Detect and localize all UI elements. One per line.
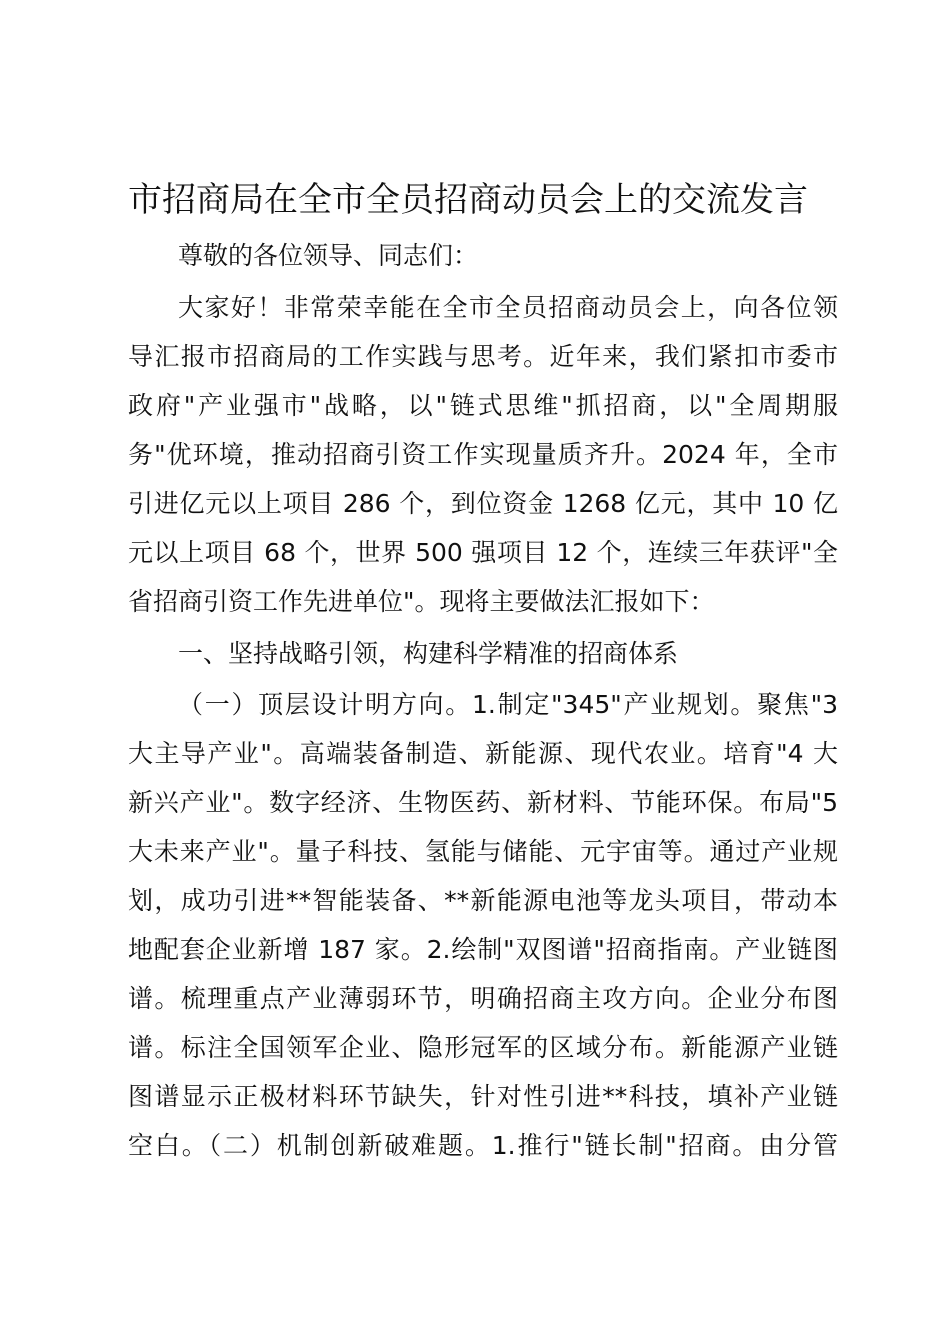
paragraph-line: 导汇报市招商局的工作实践与思考。近年来，我们紧扣市委市 — [128, 342, 838, 371]
paragraph-line: 空白。（二）机制创新破难题。1.推行"链长制"招商。由分管 — [128, 1131, 838, 1160]
paragraph-line: 政府"产业强市"战略，以"链式思维"抓招商，以"全周期服 — [128, 391, 838, 420]
paragraph-line: 大未来产业"。量子科技、氢能与储能、元宇宙等。通过产业规 — [128, 837, 838, 866]
salutation: 尊敬的各位领导、同志们： — [178, 241, 479, 270]
document-title: 市招商局在全市全员招商动员会上的交流发言 — [128, 180, 808, 220]
paragraph-line: 元以上项目 68 个，世界 500 强项目 12 个，连续三年获评"全 — [128, 538, 838, 567]
paragraph-line: 大家好！非常荣幸能在全市全员招商动员会上，向各位领 — [178, 293, 838, 322]
paragraph-line: 新兴产业"。数字经济、生物医药、新材料、节能环保。布局"5 — [128, 788, 838, 817]
paragraph-line: 引进亿元以上项目 286 个，到位资金 1268 亿元，其中 10 亿 — [128, 489, 838, 518]
paragraph-line: 务"优环境，推动招商引资工作实现量质齐升。2024 年，全市 — [128, 440, 838, 469]
section-heading: 一、坚持战略引领，构建科学精准的招商体系 — [178, 639, 679, 668]
paragraph-line: 大主导产业"。高端装备制造、新能源、现代农业。培育"4 大 — [128, 739, 838, 768]
paragraph-line: （一）顶层设计明方向。1.制定"345"产业规划。聚焦"3 — [178, 690, 838, 719]
paragraph-line: 图谱显示正极材料环节缺失，针对性引进**科技，填补产业链 — [128, 1082, 838, 1111]
paragraph-line: 省招商引资工作先进单位"。现将主要做法汇报如下： — [128, 587, 715, 616]
paragraph-line: 谱。标注全国领军企业、隐形冠军的区域分布。新能源产业链 — [128, 1033, 838, 1062]
paragraph-line: 谱。梳理重点产业薄弱环节，明确招商主攻方向。企业分布图 — [128, 984, 838, 1013]
paragraph-line: 地配套企业新增 187 家。2.绘制"双图谱"招商指南。产业链图 — [128, 935, 838, 964]
paragraph-line: 划，成功引进**智能装备、**新能源电池等龙头项目，带动本 — [128, 886, 838, 915]
